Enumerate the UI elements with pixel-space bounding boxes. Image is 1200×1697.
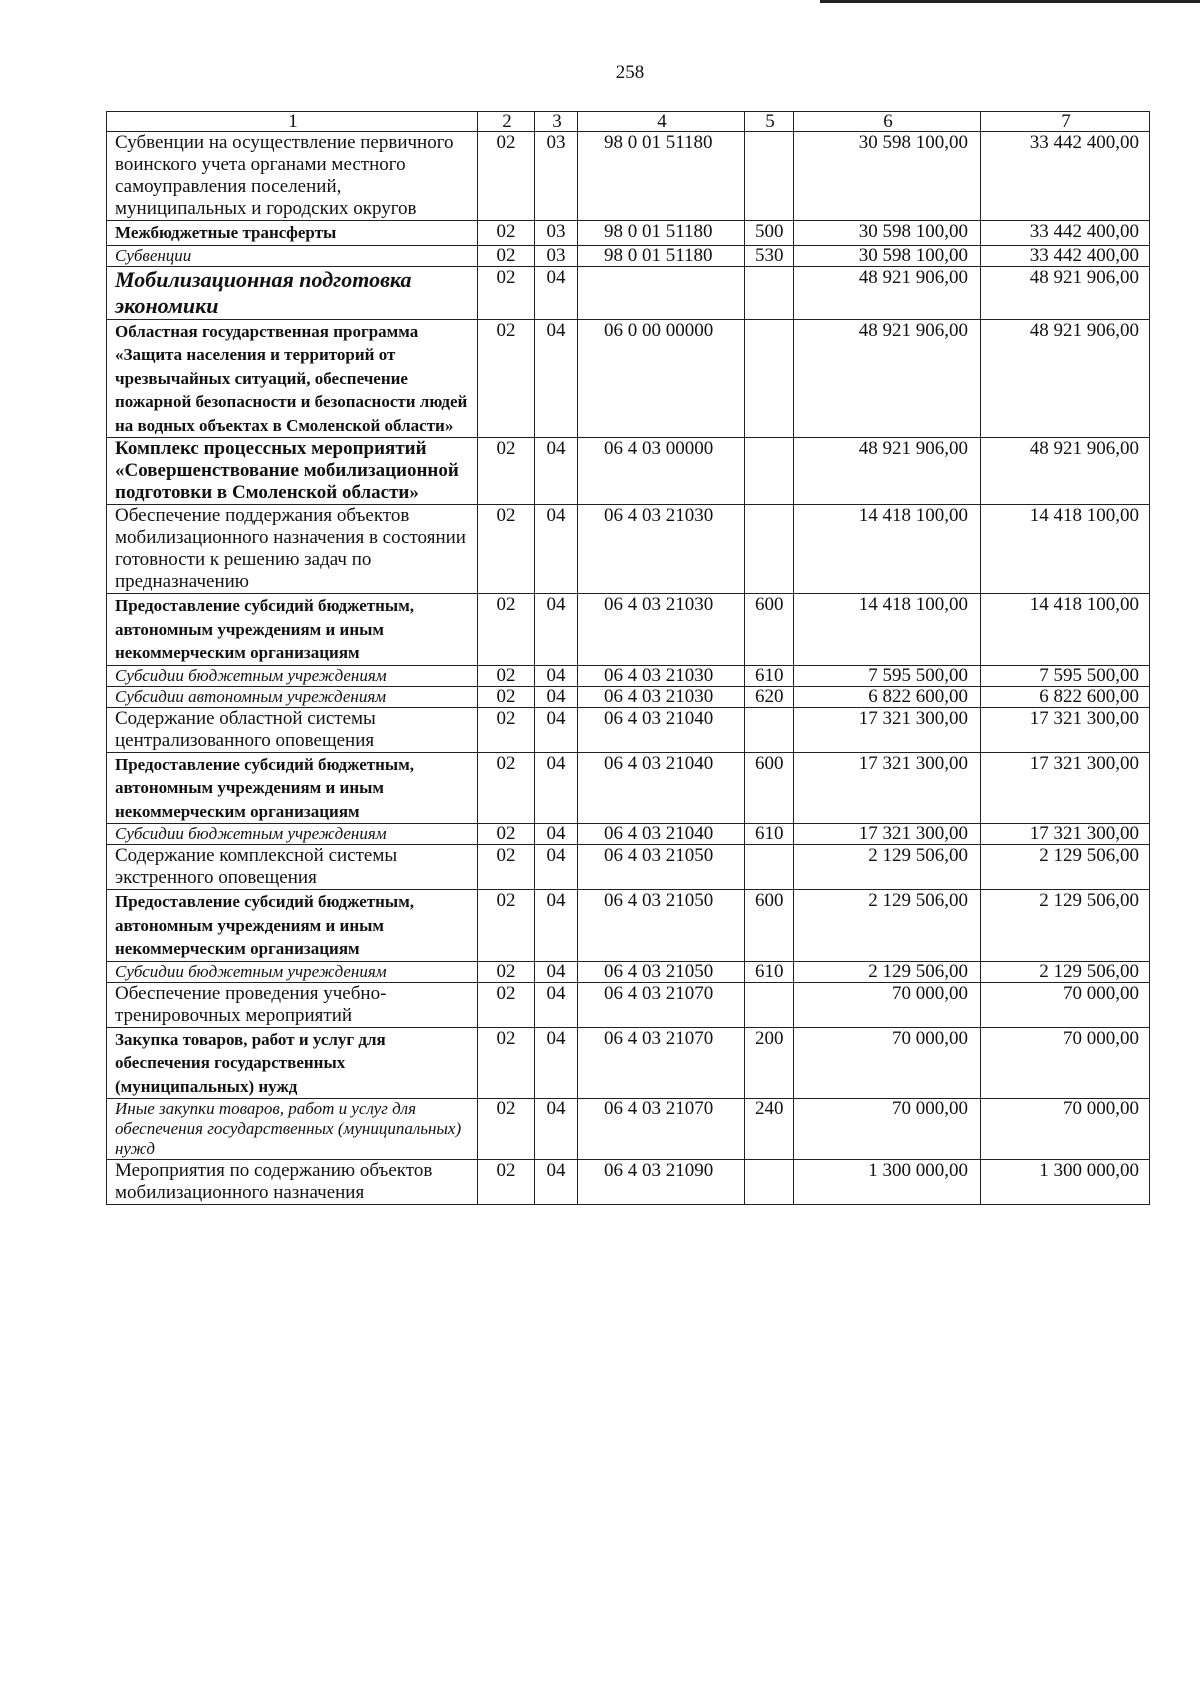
table-row bbox=[107, 319, 1150, 438]
amount-year-1: 48 921 906,00 bbox=[794, 266, 981, 319]
amount-year-2: 2 129 506,00 bbox=[981, 890, 1150, 962]
column-number-row bbox=[107, 112, 1150, 132]
table-row bbox=[107, 665, 1150, 686]
table-row bbox=[107, 845, 1150, 890]
section-code: 02 bbox=[478, 438, 535, 505]
expense-type-code bbox=[745, 132, 794, 221]
column-header: 6 bbox=[794, 112, 981, 132]
section-code: 02 bbox=[478, 245, 535, 266]
section-code: 02 bbox=[478, 132, 535, 221]
table-row bbox=[107, 1160, 1150, 1205]
section-code: 02 bbox=[478, 845, 535, 890]
table-row bbox=[107, 438, 1150, 505]
target-article-code: 06 4 03 21040 bbox=[578, 707, 745, 752]
expense-type-code: 610 bbox=[745, 961, 794, 982]
table-row bbox=[107, 686, 1150, 707]
section-code: 02 bbox=[478, 824, 535, 845]
expense-type-code bbox=[745, 982, 794, 1027]
target-article-code: 06 4 03 21040 bbox=[578, 824, 745, 845]
amount-year-2: 70 000,00 bbox=[981, 1099, 1150, 1160]
row-name: Предоставление субсидий бюджетным, автономным учреждениям и иным некоммерческим организациям bbox=[107, 752, 478, 824]
row-name: Субсидии бюджетным учреждениям bbox=[107, 824, 478, 845]
amount-year-2: 70 000,00 bbox=[981, 982, 1150, 1027]
subsection-code: 04 bbox=[535, 665, 578, 686]
amount-year-2: 70 000,00 bbox=[981, 1027, 1150, 1099]
section-code: 02 bbox=[478, 594, 535, 666]
subsection-code: 03 bbox=[535, 245, 578, 266]
row-name: Обеспечение поддержания объектов мобилизационного назначения в состоянии готовности к решению задач по предназначению bbox=[107, 505, 478, 594]
column-header: 7 bbox=[981, 112, 1150, 132]
target-article-code: 06 4 03 21090 bbox=[578, 1160, 745, 1205]
section-code: 02 bbox=[478, 707, 535, 752]
expense-type-code: 530 bbox=[745, 245, 794, 266]
amount-year-2: 33 442 400,00 bbox=[981, 132, 1150, 221]
target-article-code: 06 4 03 00000 bbox=[578, 438, 745, 505]
target-article-code: 06 4 03 21030 bbox=[578, 686, 745, 707]
amount-year-1: 30 598 100,00 bbox=[794, 221, 981, 246]
section-code: 02 bbox=[478, 1099, 535, 1160]
amount-year-2: 48 921 906,00 bbox=[981, 438, 1150, 505]
amount-year-2: 17 321 300,00 bbox=[981, 707, 1150, 752]
amount-year-1: 17 321 300,00 bbox=[794, 824, 981, 845]
amount-year-2: 14 418 100,00 bbox=[981, 505, 1150, 594]
table-row bbox=[107, 982, 1150, 1027]
expense-type-code: 500 bbox=[745, 221, 794, 246]
amount-year-1: 48 921 906,00 bbox=[794, 319, 981, 438]
table-row bbox=[107, 594, 1150, 666]
target-article-code: 06 4 03 21050 bbox=[578, 961, 745, 982]
row-name: Содержание областной системы централизованного оповещения bbox=[107, 707, 478, 752]
amount-year-2: 17 321 300,00 bbox=[981, 824, 1150, 845]
amount-year-1: 17 321 300,00 bbox=[794, 707, 981, 752]
subsection-code: 04 bbox=[535, 1099, 578, 1160]
subsection-code: 04 bbox=[535, 594, 578, 666]
section-code: 02 bbox=[478, 982, 535, 1027]
expense-type-code: 610 bbox=[745, 665, 794, 686]
target-article-code: 98 0 01 51180 bbox=[578, 245, 745, 266]
amount-year-2: 48 921 906,00 bbox=[981, 266, 1150, 319]
table-row bbox=[107, 824, 1150, 845]
target-article-code: 06 4 03 21050 bbox=[578, 890, 745, 962]
subsection-code: 04 bbox=[535, 824, 578, 845]
subsection-code: 04 bbox=[535, 1160, 578, 1205]
target-article-code bbox=[578, 266, 745, 319]
row-name: Обеспечение проведения учебно-тренировочных мероприятий bbox=[107, 982, 478, 1027]
amount-year-2: 1 300 000,00 bbox=[981, 1160, 1150, 1205]
amount-year-2: 14 418 100,00 bbox=[981, 594, 1150, 666]
target-article-code: 06 4 03 21030 bbox=[578, 505, 745, 594]
expense-type-code bbox=[745, 438, 794, 505]
table-row bbox=[107, 266, 1150, 319]
subsection-code: 04 bbox=[535, 686, 578, 707]
amount-year-1: 2 129 506,00 bbox=[794, 845, 981, 890]
table-row bbox=[107, 707, 1150, 752]
table-row bbox=[107, 245, 1150, 266]
column-header: 3 bbox=[535, 112, 578, 132]
expense-type-code: 620 bbox=[745, 686, 794, 707]
target-article-code: 06 4 03 21030 bbox=[578, 665, 745, 686]
table-row bbox=[107, 505, 1150, 594]
target-article-code: 06 0 00 00000 bbox=[578, 319, 745, 438]
column-header: 4 bbox=[578, 112, 745, 132]
row-name: Субсидии автономным учреждениям bbox=[107, 686, 478, 707]
target-article-code: 06 4 03 21040 bbox=[578, 752, 745, 824]
subsection-code: 04 bbox=[535, 319, 578, 438]
target-article-code: 98 0 01 51180 bbox=[578, 221, 745, 246]
amount-year-1: 2 129 506,00 bbox=[794, 890, 981, 962]
section-code: 02 bbox=[478, 961, 535, 982]
budget-table bbox=[106, 111, 1150, 1205]
amount-year-1: 30 598 100,00 bbox=[794, 132, 981, 221]
subsection-code: 04 bbox=[535, 266, 578, 319]
amount-year-2: 33 442 400,00 bbox=[981, 221, 1150, 246]
subsection-code: 04 bbox=[535, 505, 578, 594]
amount-year-1: 17 321 300,00 bbox=[794, 752, 981, 824]
subsection-code: 04 bbox=[535, 752, 578, 824]
amount-year-2: 6 822 600,00 bbox=[981, 686, 1150, 707]
subsection-code: 03 bbox=[535, 221, 578, 246]
expense-type-code: 600 bbox=[745, 752, 794, 824]
section-code: 02 bbox=[478, 266, 535, 319]
subsection-code: 03 bbox=[535, 132, 578, 221]
subsection-code: 04 bbox=[535, 961, 578, 982]
row-name: Предоставление субсидий бюджетным, автономным учреждениям и иным некоммерческим организациям bbox=[107, 594, 478, 666]
row-name: Межбюджетные трансферты bbox=[107, 221, 478, 246]
amount-year-1: 14 418 100,00 bbox=[794, 505, 981, 594]
section-code: 02 bbox=[478, 665, 535, 686]
section-code: 02 bbox=[478, 890, 535, 962]
expense-type-code: 610 bbox=[745, 824, 794, 845]
budget-table-body bbox=[107, 112, 1150, 1205]
amount-year-2: 2 129 506,00 bbox=[981, 961, 1150, 982]
expense-type-code bbox=[745, 266, 794, 319]
row-name: Предоставление субсидий бюджетным, автономным учреждениям и иным некоммерческим организациям bbox=[107, 890, 478, 962]
amount-year-1: 70 000,00 bbox=[794, 1027, 981, 1099]
amount-year-1: 6 822 600,00 bbox=[794, 686, 981, 707]
row-name: Закупка товаров, работ и услуг для обеспечения государственных (муниципальных) нужд bbox=[107, 1027, 478, 1099]
row-name: Субвенции на осуществление первичного воинского учета органами местного самоуправления поселений, муниципальных и городских округов bbox=[107, 132, 478, 221]
section-code: 02 bbox=[478, 686, 535, 707]
subsection-code: 04 bbox=[535, 438, 578, 505]
table-row bbox=[107, 752, 1150, 824]
table-row bbox=[107, 1099, 1150, 1160]
column-header: 2 bbox=[478, 112, 535, 132]
expense-type-code bbox=[745, 707, 794, 752]
row-name: Субвенции bbox=[107, 245, 478, 266]
top-edge-rule bbox=[820, 0, 1200, 3]
table-row bbox=[107, 221, 1150, 246]
amount-year-2: 2 129 506,00 bbox=[981, 845, 1150, 890]
row-name: Иные закупки товаров, работ и услуг для обеспечения государственных (муниципальных) нужд bbox=[107, 1099, 478, 1160]
subsection-code: 04 bbox=[535, 845, 578, 890]
row-name: Мобилизационная подготовка экономики bbox=[107, 266, 478, 319]
subsection-code: 04 bbox=[535, 1027, 578, 1099]
row-name: Комплекс процессных мероприятий «Совершенствование мобилизационной подготовки в Смоленской области» bbox=[107, 438, 478, 505]
amount-year-1: 48 921 906,00 bbox=[794, 438, 981, 505]
amount-year-1: 2 129 506,00 bbox=[794, 961, 981, 982]
section-code: 02 bbox=[478, 319, 535, 438]
row-name: Мероприятия по содержанию объектов мобилизационного назначения bbox=[107, 1160, 478, 1205]
table-row bbox=[107, 890, 1150, 962]
amount-year-1: 1 300 000,00 bbox=[794, 1160, 981, 1205]
expense-type-code: 240 bbox=[745, 1099, 794, 1160]
expense-type-code: 600 bbox=[745, 890, 794, 962]
table-row bbox=[107, 132, 1150, 221]
target-article-code: 06 4 03 21070 bbox=[578, 1027, 745, 1099]
row-name: Содержание комплексной системы экстренного оповещения bbox=[107, 845, 478, 890]
expense-type-code bbox=[745, 845, 794, 890]
amount-year-2: 48 921 906,00 bbox=[981, 319, 1150, 438]
expense-type-code bbox=[745, 319, 794, 438]
section-code: 02 bbox=[478, 505, 535, 594]
expense-type-code: 600 bbox=[745, 594, 794, 666]
expense-type-code bbox=[745, 505, 794, 594]
table-row bbox=[107, 1027, 1150, 1099]
row-name: Субсидии бюджетным учреждениям bbox=[107, 665, 478, 686]
amount-year-2: 33 442 400,00 bbox=[981, 245, 1150, 266]
table-row bbox=[107, 961, 1150, 982]
amount-year-2: 7 595 500,00 bbox=[981, 665, 1150, 686]
page-number: 258 bbox=[615, 62, 645, 83]
section-code: 02 bbox=[478, 221, 535, 246]
target-article-code: 06 4 03 21030 bbox=[578, 594, 745, 666]
column-header: 1 bbox=[107, 112, 478, 132]
target-article-code: 06 4 03 21070 bbox=[578, 1099, 745, 1160]
expense-type-code bbox=[745, 1160, 794, 1205]
section-code: 02 bbox=[478, 1160, 535, 1205]
amount-year-2: 17 321 300,00 bbox=[981, 752, 1150, 824]
row-name: Субсидии бюджетным учреждениям bbox=[107, 961, 478, 982]
target-article-code: 98 0 01 51180 bbox=[578, 132, 745, 221]
amount-year-1: 7 595 500,00 bbox=[794, 665, 981, 686]
amount-year-1: 30 598 100,00 bbox=[794, 245, 981, 266]
subsection-code: 04 bbox=[535, 707, 578, 752]
section-code: 02 bbox=[478, 752, 535, 824]
target-article-code: 06 4 03 21050 bbox=[578, 845, 745, 890]
amount-year-1: 70 000,00 bbox=[794, 1099, 981, 1160]
row-name: Областная государственная программа «Защита населения и территорий от чрезвычайных ситуаций, обеспечение пожарной безопасности и безопасности людей на водных объектах в Смоленской области» bbox=[107, 319, 478, 438]
amount-year-1: 14 418 100,00 bbox=[794, 594, 981, 666]
column-header: 5 bbox=[745, 112, 794, 132]
target-article-code: 06 4 03 21070 bbox=[578, 982, 745, 1027]
subsection-code: 04 bbox=[535, 890, 578, 962]
expense-type-code: 200 bbox=[745, 1027, 794, 1099]
subsection-code: 04 bbox=[535, 982, 578, 1027]
amount-year-1: 70 000,00 bbox=[794, 982, 981, 1027]
section-code: 02 bbox=[478, 1027, 535, 1099]
